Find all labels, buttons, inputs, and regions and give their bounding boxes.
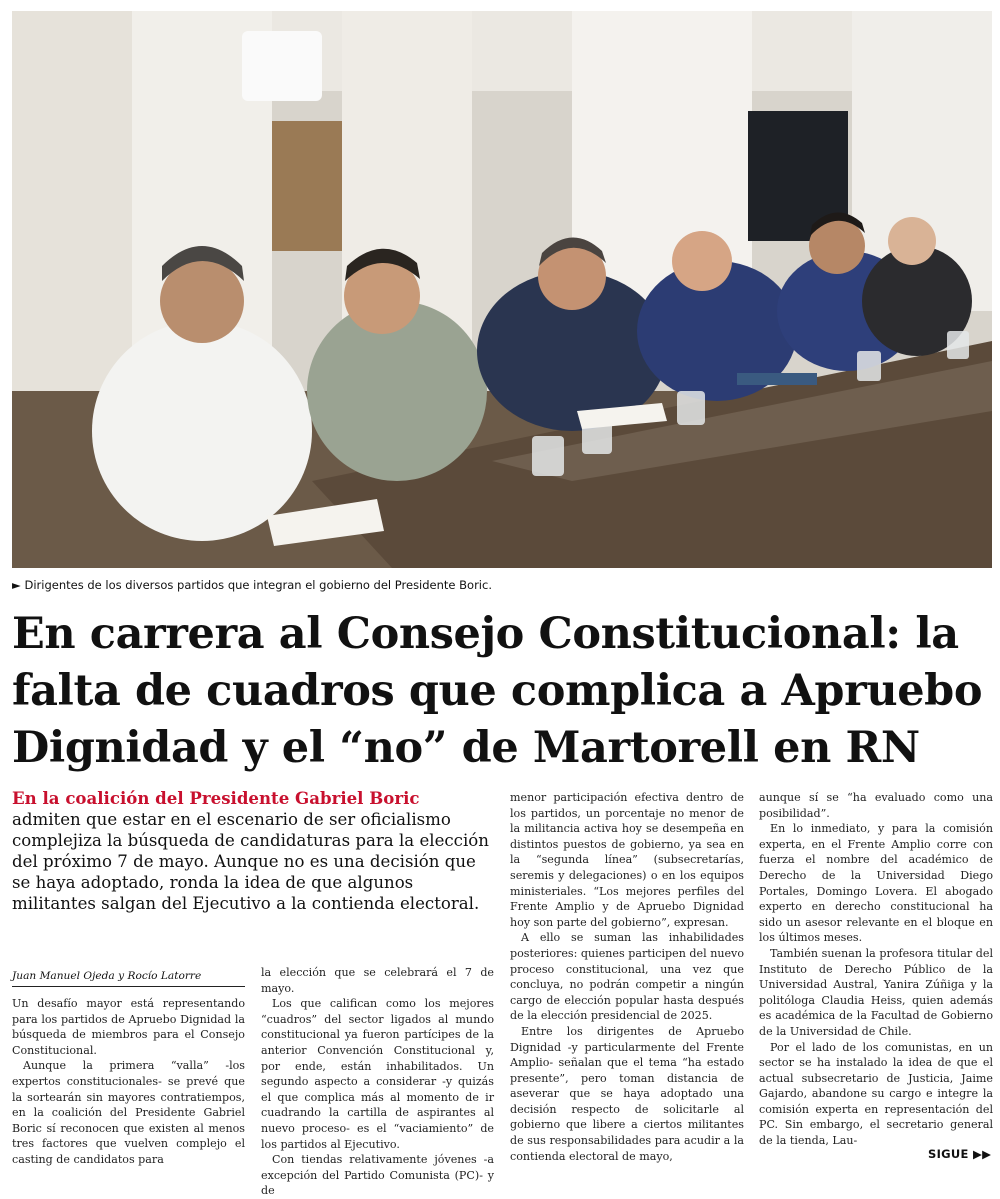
body-paragraph: Por el lado de los comunistas, en un sector se ha instalado la idea de que el actual subsecretario de Justicia, Jaime Gajardo, abandone su cargo e integre la comisión experta en representación del PC. Sin embargo, el secretario general de la tienda, Lau- (759, 1040, 993, 1148)
body-paragraph: Con tiendas relativamente jóvenes -a excepción del Partido Comunista (PC)- y de (261, 1153, 494, 1198)
lead-highlight: En la coalición del Presidente Gabriel Boric (12, 788, 420, 808)
photo-meeting-illustration (12, 11, 992, 568)
photo-caption: ► Dirigentes de los diversos partidos que integran el gobierno del Presidente Boric. (12, 578, 492, 592)
body-column-2 (261, 965, 494, 1199)
lead-paragraph (12, 788, 490, 914)
body-paragraph: Un desafío mayor está representando para los partidos de Apruebo Dignidad la búsqueda de miembros para el Consejo Constitucional. (12, 997, 245, 1057)
continue-label: SIGUE ▶▶ (928, 1147, 992, 1161)
headline: En carrera al Consejo Constitucional: la falta de cuadros que complica a Apruebo Dignidad y el “no” de Martorell en RN (12, 609, 983, 773)
byline: Juan Manuel Ojeda y Rocío Latorre (12, 970, 245, 987)
body-column-4 (759, 790, 993, 1149)
body-paragraph: Los que califican como los mejores “cuadros” del sector ligados al mundo constitucional ya fueron partícipes de la anterior Convención Constitucional y, por ende, están inhabilitados. Un segundo aspecto a considerar -y quizás el que complica más al momento de ir cuadrando la cartilla de aspirantes al nuevo proceso- es el “vaciamiento” de los partidos al Ejecutivo. (261, 997, 494, 1151)
body-paragraph: Entre los dirigentes de Apruebo Dignidad -y particularmente del Frente Amplio- señalan que el tema “ha estado presente”, pero toman distancia de aseverar que se haya adoptado una decisión respecto de solicitarle al gobierno que libere a ciertos militantes de sus responsabilidades para acudir a la contienda electoral de mayo, (510, 1024, 744, 1163)
body-column-1 (12, 996, 245, 1168)
body-paragraph: También suenan la profesora titular del Instituto de Derecho Público de la Universidad Austral, Yanira Zúñiga y la politóloga Claudia Heiss, quien además es académica de la Facultad de Gobierno de la Universidad de Chile. (759, 946, 993, 1038)
article-photo (12, 11, 992, 568)
body-paragraph: Aunque la primera “valla” -los expertos constitucionales- se prevé que la sortearán sin mayores contratiempos, en la coalición del Presidente Gabriel Boric sí reconocen que existen al menos tres factores que vuelven complejo el casting de candidatos para (12, 1059, 245, 1166)
lead-text: admiten que estar en el escenario de ser oficialismo complejiza la búsqueda de candidaturas para la elección del próximo 7 de mayo. Aunque no es una decisión que se haya adoptado, ronda la idea de que algunos militantes salgan del Ejecutivo a la contienda electoral. (12, 810, 489, 913)
body-paragraph: la elección que se celebrará el 7 de mayo. (261, 966, 494, 995)
body-column-3 (510, 790, 744, 1164)
body-paragraph: A ello se suman las inhabilidades posteriores: quienes participen del nuevo proceso constitucional, una vez que concluya, no podrán competir a ningún cargo de elección popular hasta después de la elección presidencial de 2025. (510, 931, 744, 1023)
body-paragraph: aunque sí se “ha evaluado como una posibilidad”. (759, 791, 993, 820)
body-paragraph: En lo inmediato, y para la comisión experta, en el Frente Amplio corre con fuerza el nombre del académico de Derecho de la Universidad Diego Portales, Domingo Lovera. El abogado experto en derecho constitucional ha sido un asesor relevante en el bloque en los últimos meses. (759, 822, 993, 945)
body-paragraph: menor participación efectiva dentro de los partidos, un porcentaje no menor de la militancia activa hoy se desempeña en distintos puestos de gobierno, ya sea en la “segunda línea” (subsecretarías, seremis y delegaciones) o en los equipos ministeriales. “Los mejores perfiles del Frente Amplio y de Apruebo Dignidad hoy son parte del gobierno”, expresan. (510, 791, 744, 929)
